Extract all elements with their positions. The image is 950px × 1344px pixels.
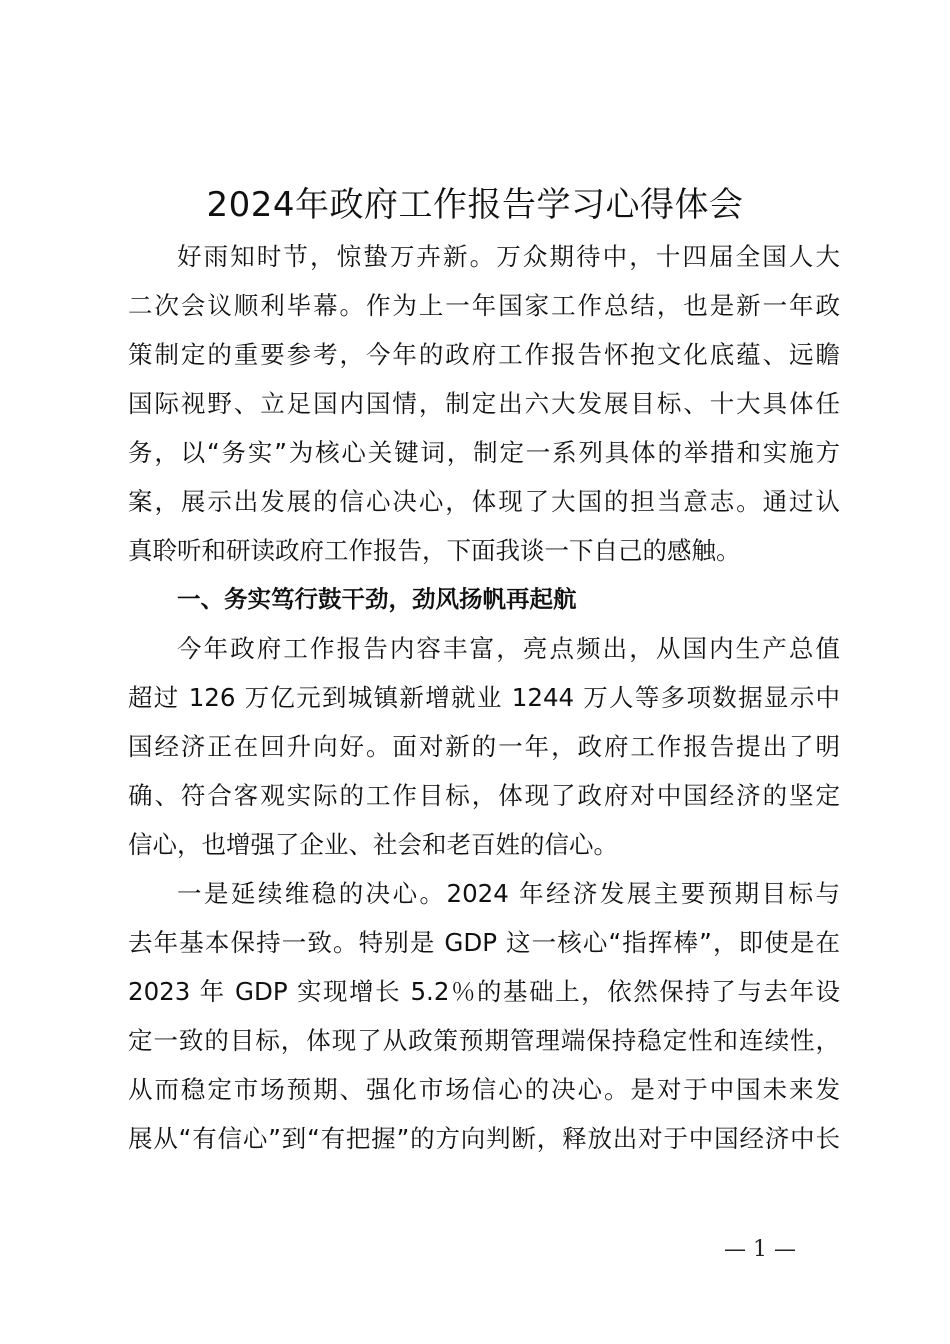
paragraph-line: 二次会议顺利毕幕。作为上一年国家工作总结，也是新一年政 bbox=[128, 291, 840, 320]
paragraph-line: 策制定的重要参考，今年的政府工作报告怀抱文化底蕴、远瞻 bbox=[128, 340, 840, 369]
paragraph-line: 务，以“务实”为核心关键词，制定一系列具体的举措和实施方 bbox=[128, 438, 840, 467]
section-heading: 一、务实笃行鼓干劲，劲风扬帆再起航 bbox=[177, 585, 577, 613]
paragraph-line: 国经济正在回升向好。面对新的一年，政府工作报告提出了明 bbox=[128, 732, 840, 761]
paragraph-line: 信心，也增强了企业、社会和老百姓的信心。 bbox=[128, 830, 618, 859]
paragraph-line: 今年政府工作报告内容丰富，亮点频出，从国内生产总值 bbox=[177, 634, 840, 663]
paragraph-line: 展从“有信心”到“有把握”的方向判断，释放出对于中国经济中长 bbox=[128, 1124, 840, 1153]
paragraph-line: 定一致的目标，体现了从政策预期管理端保持稳定性和连续性， bbox=[128, 1026, 840, 1055]
paragraph-line: 2023 年 GDP 实现增长 5.2％的基础上，依然保持了与去年设 bbox=[128, 977, 840, 1006]
paragraph-line: 确、符合客观实际的工作目标，体现了政府对中国经济的坚定 bbox=[128, 781, 840, 810]
page-number: — 1 — bbox=[724, 1237, 796, 1262]
paragraph-line: 从而稳定市场预期、强化市场信心的决心。是对于中国未来发 bbox=[128, 1075, 840, 1104]
paragraph-line: 案，展示出发展的信心决心，体现了大国的担当意志。通过认 bbox=[128, 487, 840, 516]
paragraph-line: 真聆听和研读政府工作报告，下面我谈一下自己的感触。 bbox=[128, 536, 741, 565]
paragraph-line: 一是延续维稳的决心。2024 年经济发展主要预期目标与 bbox=[177, 879, 840, 908]
paragraph-line: 去年基本保持一致。特别是 GDP 这一核心“指挥棒”，即使是在 bbox=[128, 928, 840, 957]
document-body bbox=[128, 232, 840, 1163]
paragraph-line: 好雨知时节，惊蛰万卉新。万众期待中，十四届全国人大 bbox=[177, 242, 840, 271]
document-title: 2024年政府工作报告学习心得体会 bbox=[206, 185, 744, 225]
paragraph-line: 超过 126 万亿元到城镇新增就业 1244 万人等多项数据显示中 bbox=[128, 683, 840, 712]
paragraph-line: 国际视野、立足国内国情，制定出六大发展目标、十大具体任 bbox=[128, 389, 840, 418]
